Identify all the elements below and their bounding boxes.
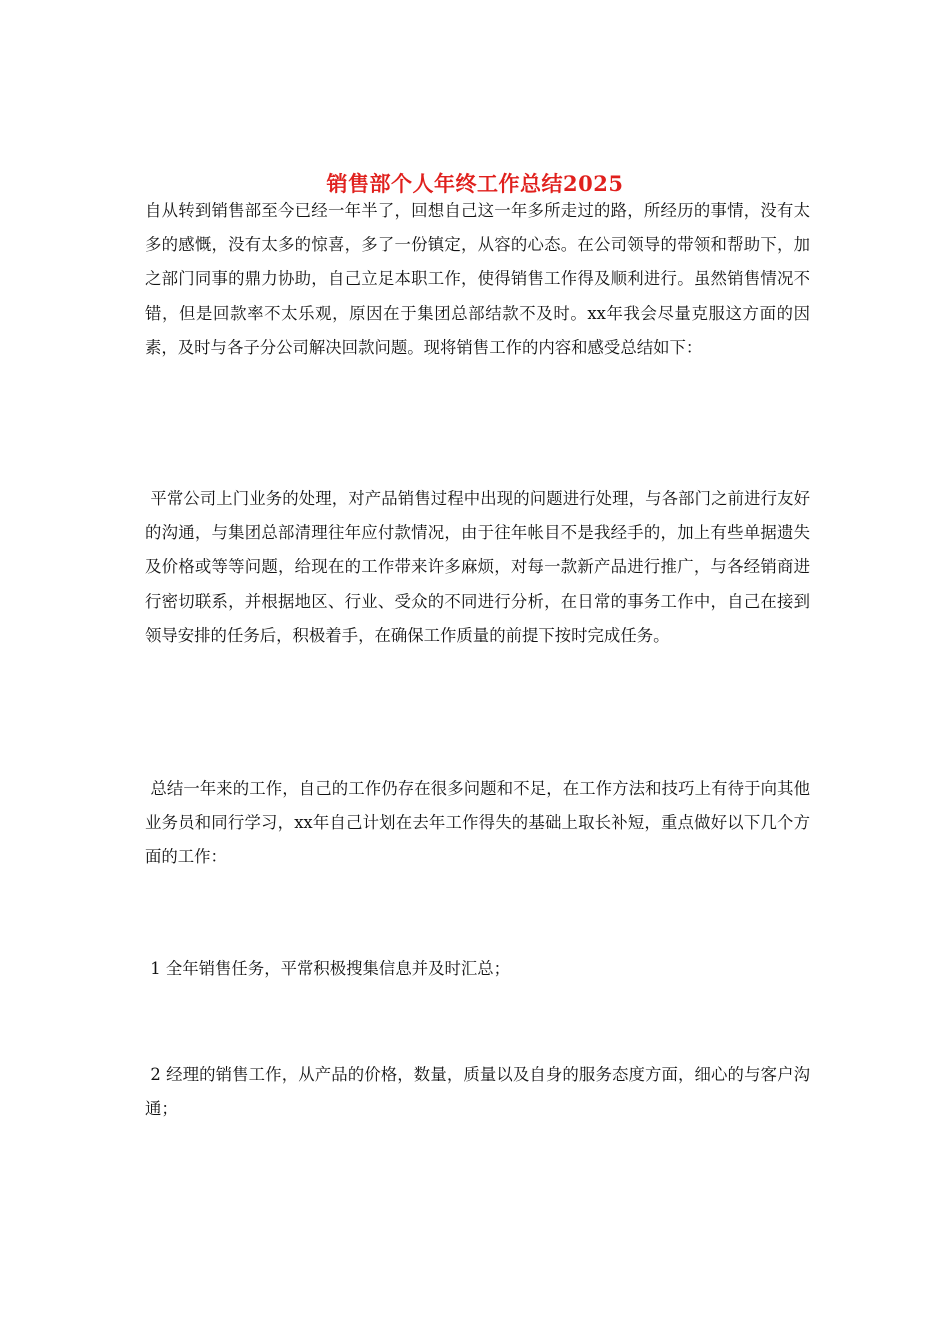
paragraph-intro: 自从转到销售部至今已经一年半了，回想自己这一年多所走过的路，所经历的事情，没有太多的感慨，没有太多的惊喜，多了一份镇定，从容的心态。在公司领导的带领和帮助下，加之部门同事的鼎力协助，自己立足本职工作，使得销售工作得及顺利进行。虽然销售情况不错，但是回款率不太乐观，原因在于集团总部结款不及时。xx年我会尽量克服这方面的因素，及时与各子分公司解决回款问题。现将销售工作的内容和感受总结如下：: [145, 201, 810, 357]
paragraph-summary: 总结一年来的工作，自己的工作仍存在很多问题和不足，在工作方法和技巧上有待于向其他业务员和同行学习，xx年自己计划在去年工作得失的基础上取长补短，重点做好以下几个方面的工作：: [145, 779, 811, 867]
list-item-2: 2 经理的销售工作，从产品的价格，数量，质量以及自身的服务态度方面，细心的与客户沟通；: [145, 1065, 810, 1119]
list-item-1: 1 全年销售任务，平常积极搜集信息并及时汇总；: [145, 959, 511, 978]
document-title: 销售部个人年终工作总结2025: [326, 171, 624, 197]
paragraph-daily-work: 平常公司上门业务的处理，对产品销售过程中出现的问题进行处理，与各部门之前进行友好的沟通，与集团总部清理往年应付款情况，由于往年帐目不是我经手的，加上有些单据遗失及价格或等等问题，给现在的工作带来许多麻烦，对每一款新产品进行推广，与各经销商进行密切联系，并根据地区、行业、受众的不同进行分析，在日常的事务工作中，自己在接到领导安排的任务后，积极着手，在确保工作质量的前提下按时完成任务。: [145, 489, 811, 645]
